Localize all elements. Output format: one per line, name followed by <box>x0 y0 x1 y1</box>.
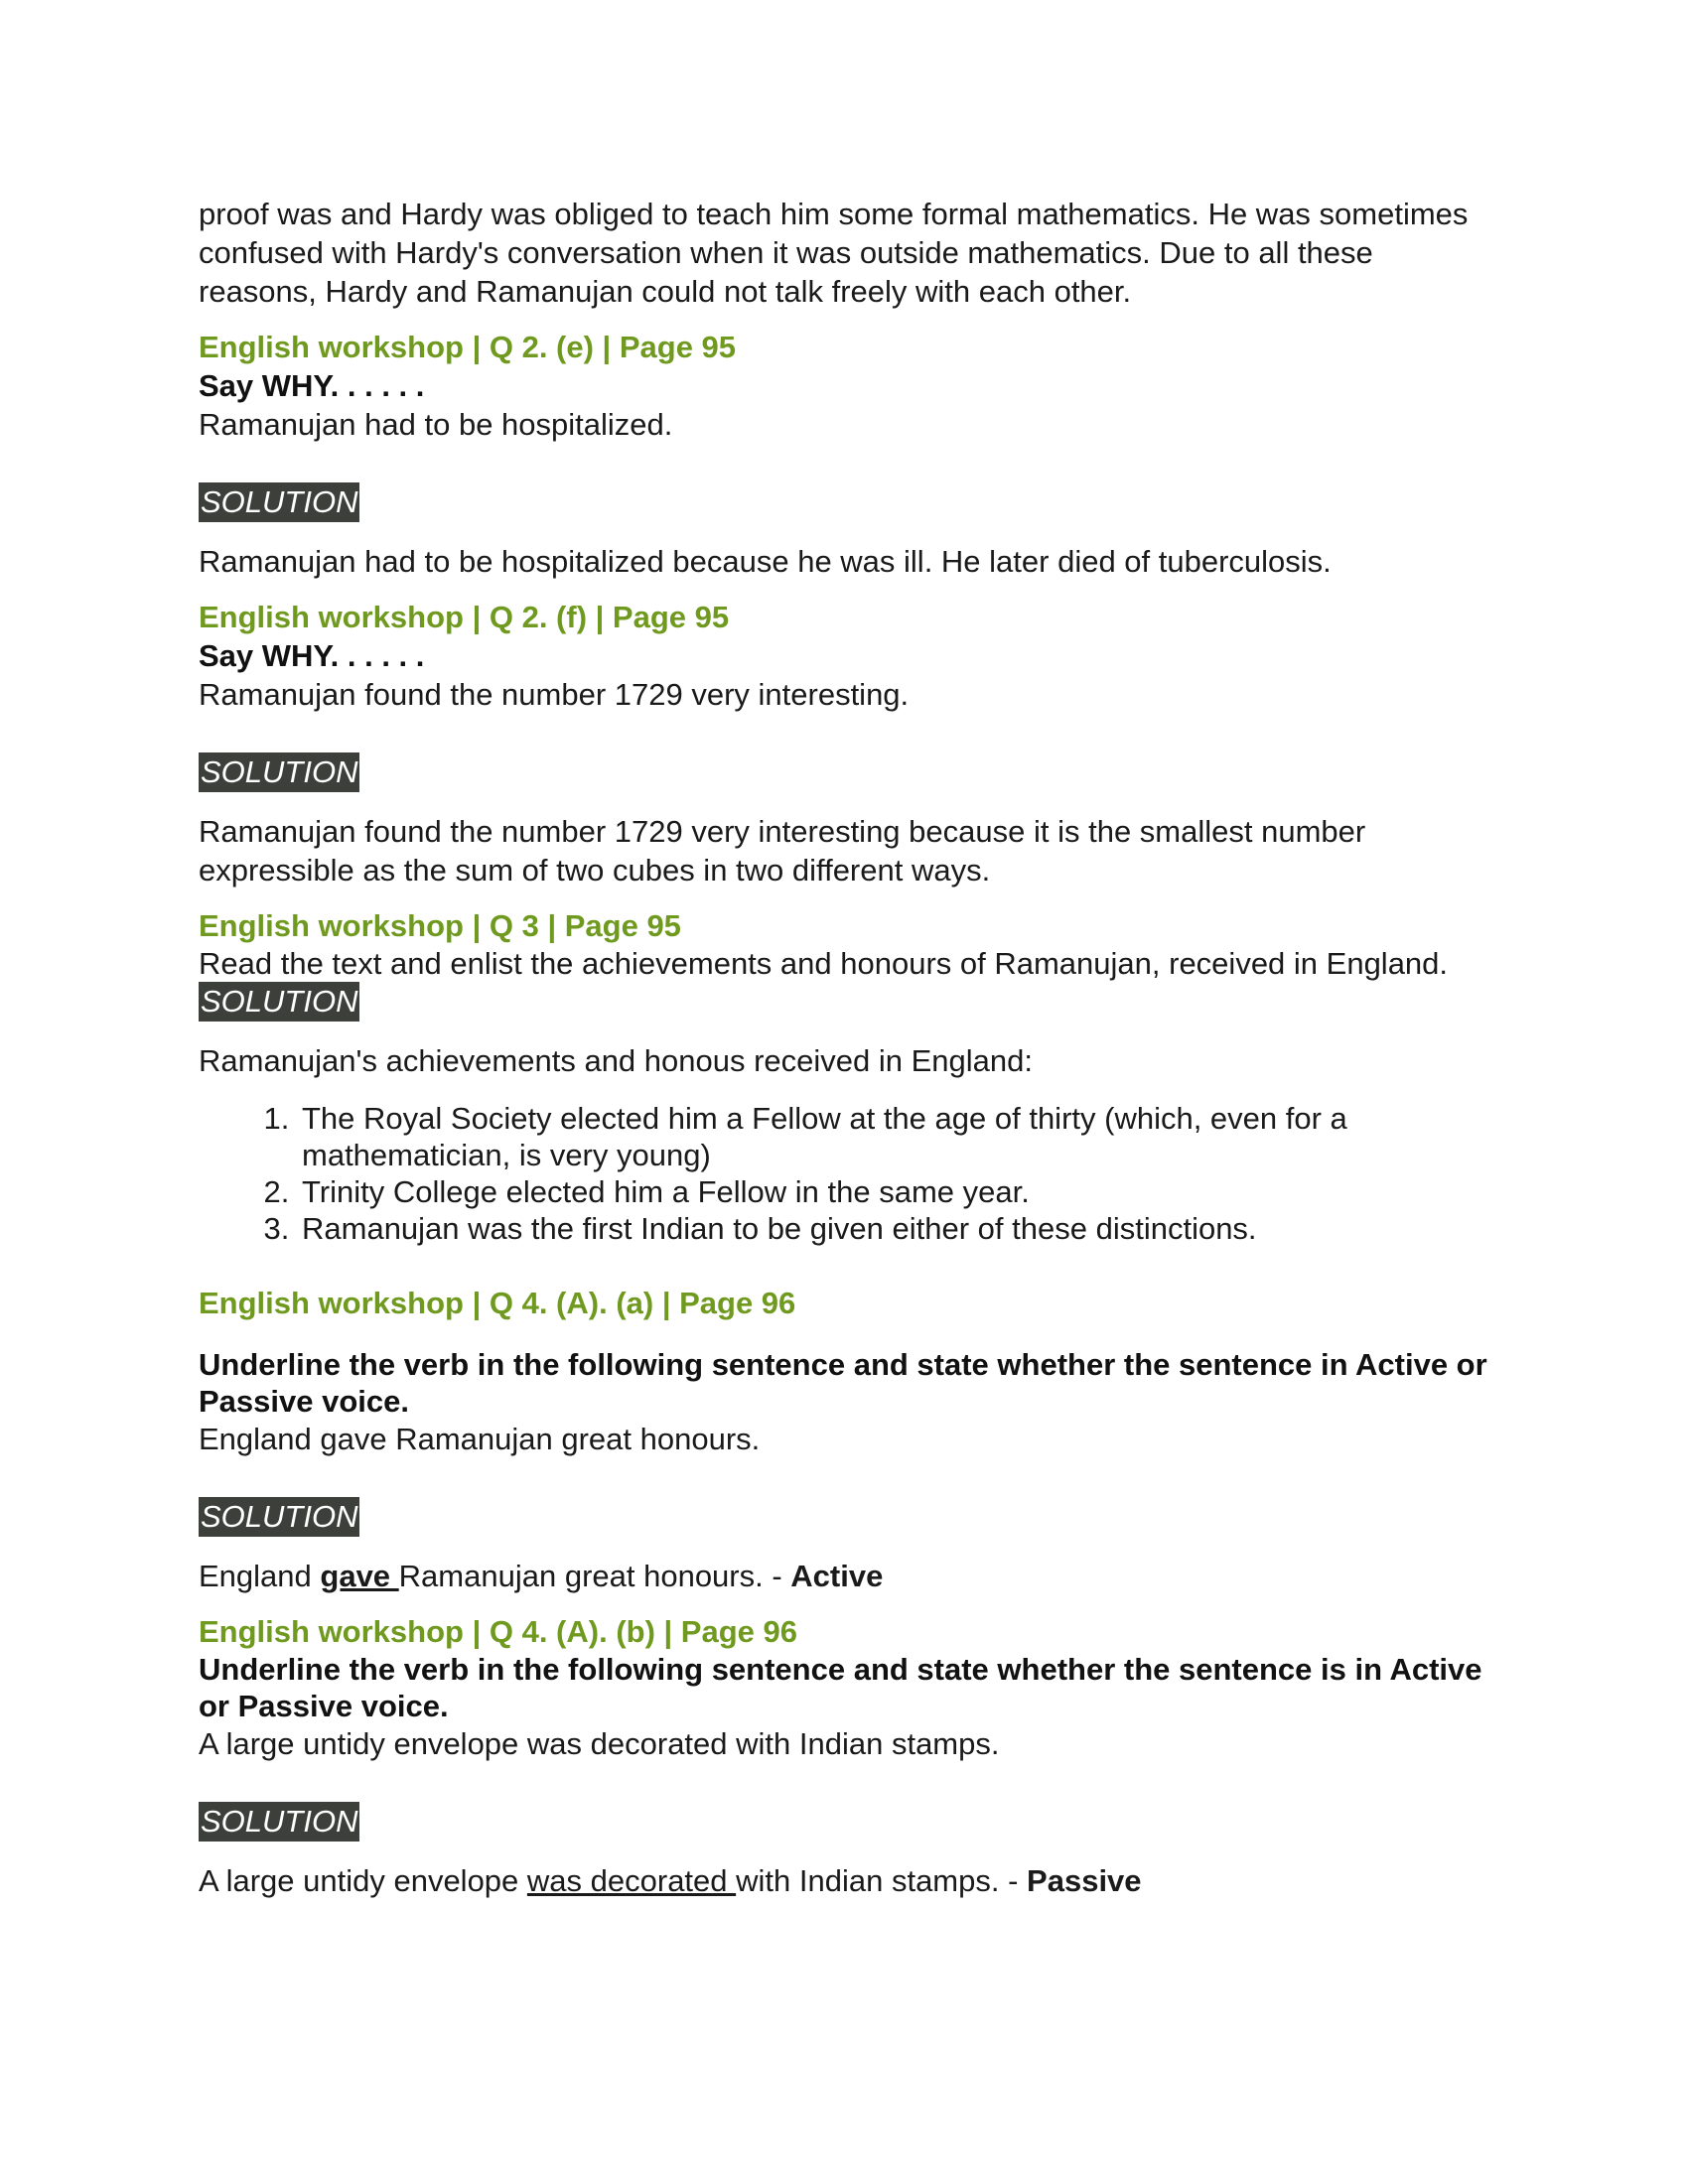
question-block-q4a <box>199 1284 1489 1595</box>
answer-text-after: with Indian stamps. - <box>736 1863 1028 1898</box>
question-heading: English workshop | Q 3 | Page 95 <box>199 908 681 943</box>
solution-label: SOLUTION <box>199 982 359 1022</box>
intro-paragraph: proof was and Hardy was obliged to teach him some formal mathematics. He was sometimes confused with Hardy's conversation when it was outside mathematics. Due to all these reasons, Hardy and Ramanujan could not talk freely with each other. <box>199 197 1469 309</box>
list-item: 2. Trinity College elected him a Fellow in the same year. <box>298 1173 1489 1210</box>
question-block-q4b <box>199 1612 1489 1900</box>
solution-label: SOLUTION <box>199 1802 359 1842</box>
solution-text <box>199 1557 1489 1595</box>
solution-text: Ramanujan found the number 1729 very interesting because it is the smallest number expressible as the sum of two cubes in two different ways. <box>199 814 1366 887</box>
solution-label: SOLUTION <box>199 482 359 522</box>
solution-label: SOLUTION <box>199 1497 359 1537</box>
question-block-q2e <box>199 328 1489 581</box>
question-prompt: Say WHY. . . . . . <box>199 638 425 673</box>
answer-text-before: England <box>199 1559 321 1593</box>
question-heading: English workshop | Q 4. (A). (b) | Page 96 <box>199 1614 797 1649</box>
underlined-verb: gave <box>320 1559 399 1593</box>
underlined-verb: was decorated <box>526 1863 737 1898</box>
question-heading: English workshop | Q 2. (f) | Page 95 <box>199 600 730 634</box>
question-text: Ramanujan found the number 1729 very interesting. <box>199 677 910 712</box>
page-content <box>199 195 1489 1900</box>
answer-text-before: A large untidy envelope <box>199 1863 527 1898</box>
solution-text: Ramanujan had to be hospitalized because he was ill. He later died of tuberculosis. <box>199 544 1332 579</box>
question-text: England gave Ramanujan great honours. <box>199 1422 761 1456</box>
solution-intro: Ramanujan's achievements and honous received in England: <box>199 1043 1034 1078</box>
question-instruction: Underline the verb in the following sentence and state whether the sentence in Active or Passive voice. <box>199 1347 1487 1419</box>
answer-text-after: Ramanujan great honours. - <box>398 1559 791 1593</box>
voice-label: Passive <box>1027 1863 1142 1898</box>
list-item: 1. The Royal Society elected him a Fellow at the age of thirty (which, even for a mathematician, is very young) <box>298 1100 1489 1173</box>
solution-text <box>199 1861 1489 1900</box>
question-instruction: Underline the verb in the following sentence and state whether the sentence is in Active or Passive voice. <box>199 1652 1482 1723</box>
question-heading: English workshop | Q 2. (e) | Page 95 <box>199 330 737 364</box>
question-text: Ramanujan had to be hospitalized. <box>199 407 673 442</box>
solution-label: SOLUTION <box>199 752 359 792</box>
question-text: A large untidy envelope was decorated with Indian stamps. <box>199 1726 1000 1761</box>
question-block-q3 <box>199 906 1489 1247</box>
question-text: Read the text and enlist the achievements and honours of Ramanujan, received in England. <box>199 946 1449 981</box>
question-block-q2f <box>199 598 1489 889</box>
voice-label: Active <box>790 1559 884 1593</box>
question-prompt: Say WHY. . . . . . <box>199 368 425 403</box>
question-heading: English workshop | Q 4. (A). (a) | Page 96 <box>199 1286 796 1320</box>
list-item: 3. Ramanujan was the first Indian to be given either of these distinctions. <box>298 1210 1489 1247</box>
achievements-list <box>199 1100 1489 1247</box>
